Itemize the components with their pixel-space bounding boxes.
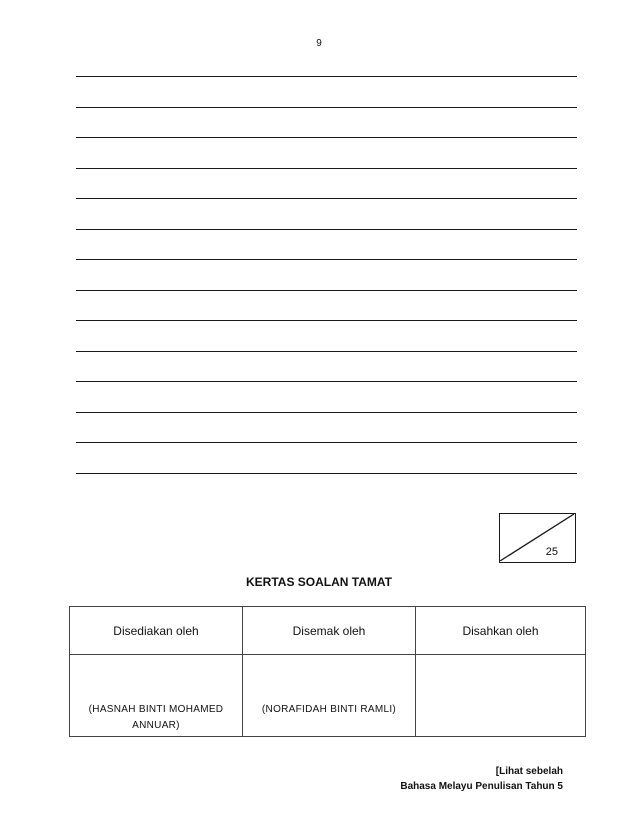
page-number: 9 bbox=[316, 38, 322, 49]
answer-line bbox=[76, 381, 577, 382]
answer-line bbox=[76, 290, 577, 291]
answer-line bbox=[76, 320, 577, 321]
answer-line bbox=[76, 107, 577, 108]
prepared-by-header: Disediakan oleh bbox=[70, 607, 243, 655]
page-footer bbox=[400, 764, 563, 794]
answer-line bbox=[76, 168, 577, 169]
answer-line bbox=[76, 442, 577, 443]
checked-by-cell bbox=[243, 655, 416, 737]
answer-line bbox=[76, 229, 577, 230]
answer-line bbox=[76, 473, 577, 474]
end-of-paper-title: KERTAS SOALAN TAMAT bbox=[246, 575, 392, 589]
approved-by-cell bbox=[416, 655, 586, 737]
signoff-table bbox=[69, 606, 586, 737]
answer-line bbox=[76, 259, 577, 260]
prepared-by-name: (HASNAH BINTI MOHAMED ANNUAR) bbox=[88, 704, 224, 731]
score-box bbox=[499, 513, 576, 563]
signoff-name-row bbox=[70, 655, 586, 737]
score-box-diagonal bbox=[500, 514, 574, 561]
answer-line bbox=[76, 412, 577, 413]
checked-by-header: Disemak oleh bbox=[243, 607, 416, 655]
signoff-header-row bbox=[70, 607, 586, 655]
approved-by-header: Disahkan oleh bbox=[416, 607, 586, 655]
answer-line bbox=[76, 351, 577, 352]
prepared-by-cell bbox=[70, 655, 243, 737]
answer-line bbox=[76, 198, 577, 199]
approved-by-name bbox=[416, 655, 585, 702]
score-total: 25 bbox=[545, 546, 558, 558]
answer-line bbox=[76, 137, 577, 138]
answer-line bbox=[76, 76, 577, 77]
checked-by-name: (NORAFIDAH BINTI RAMLI) bbox=[261, 704, 397, 715]
next-page-note: [Lihat sebelah bbox=[495, 766, 563, 777]
paper-title: Bahasa Melayu Penulisan Tahun 5 bbox=[400, 781, 563, 792]
